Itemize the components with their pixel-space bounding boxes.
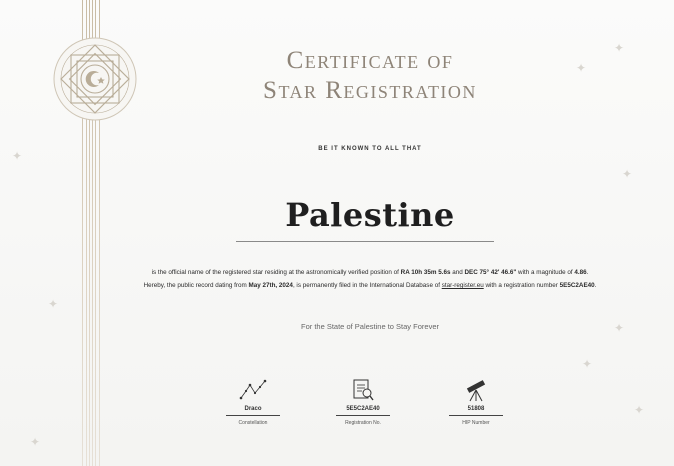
registration-value: 5E5C2AE40 xyxy=(346,406,380,412)
right-ascension: RA 10h 35m 5.6s xyxy=(400,269,451,276)
sparkle-icon: ✦ xyxy=(622,167,633,181)
hip-value: 51808 xyxy=(467,406,485,412)
hip-label: HIP Number xyxy=(462,420,490,426)
database-link[interactable]: star-register.eu xyxy=(441,282,484,289)
sparkle-icon: ✦ xyxy=(12,149,23,163)
name-underline xyxy=(236,241,494,242)
footer-line xyxy=(226,415,280,416)
star-name: Palestine xyxy=(285,196,455,234)
registration-number: 5E5C2AE40 xyxy=(559,282,595,289)
sparkle-icon: ✦ xyxy=(582,357,593,371)
sparkle-icon: ✦ xyxy=(48,297,59,311)
registration-label: Registration No. xyxy=(345,420,381,426)
footer-hip xyxy=(431,378,521,426)
dedication-text: For the State of Palestine to Stay Forever xyxy=(301,322,439,331)
star-crescent-seal-icon xyxy=(52,36,138,122)
footer-line xyxy=(336,415,390,416)
footer-registration xyxy=(318,378,408,426)
certificate-title-line2: Star Registration xyxy=(263,77,477,104)
sparkle-icon: ✦ xyxy=(576,61,587,75)
sparkle-icon: ✦ xyxy=(30,435,41,449)
registration-date: May 27th, 2024 xyxy=(248,282,293,289)
declination: DEC 75° 42' 46.6" xyxy=(464,269,517,276)
footer-constellation xyxy=(208,378,298,426)
certificate-title-line1: Certificate of xyxy=(286,47,454,74)
registry-document-icon xyxy=(350,378,376,402)
constellation-value: Draco xyxy=(244,406,262,412)
constellation-label: Constellation xyxy=(238,420,268,426)
sparkle-icon: ✦ xyxy=(614,41,625,55)
footer-line xyxy=(449,415,503,416)
constellation-icon xyxy=(238,378,268,402)
be-it-known-line: BE IT KNOWN TO ALL THAT xyxy=(318,146,422,152)
magnitude: 4.86 xyxy=(574,269,587,276)
telescope-icon xyxy=(462,378,490,402)
certificate-body-text: is the official name of the registered star residing at the astronomically verified position of RA 10h 35m 5.6s and DEC 75° 42' 46.6" with a magnitude of 4.86. Hereby, the public record dating from May 27th, 2024, is permanently filed in the International Database of star-register.eu with a registration number 5E5C2AE40. xyxy=(143,269,597,289)
sparkle-icon: ✦ xyxy=(614,321,625,335)
sparkle-icon: ✦ xyxy=(634,403,645,417)
